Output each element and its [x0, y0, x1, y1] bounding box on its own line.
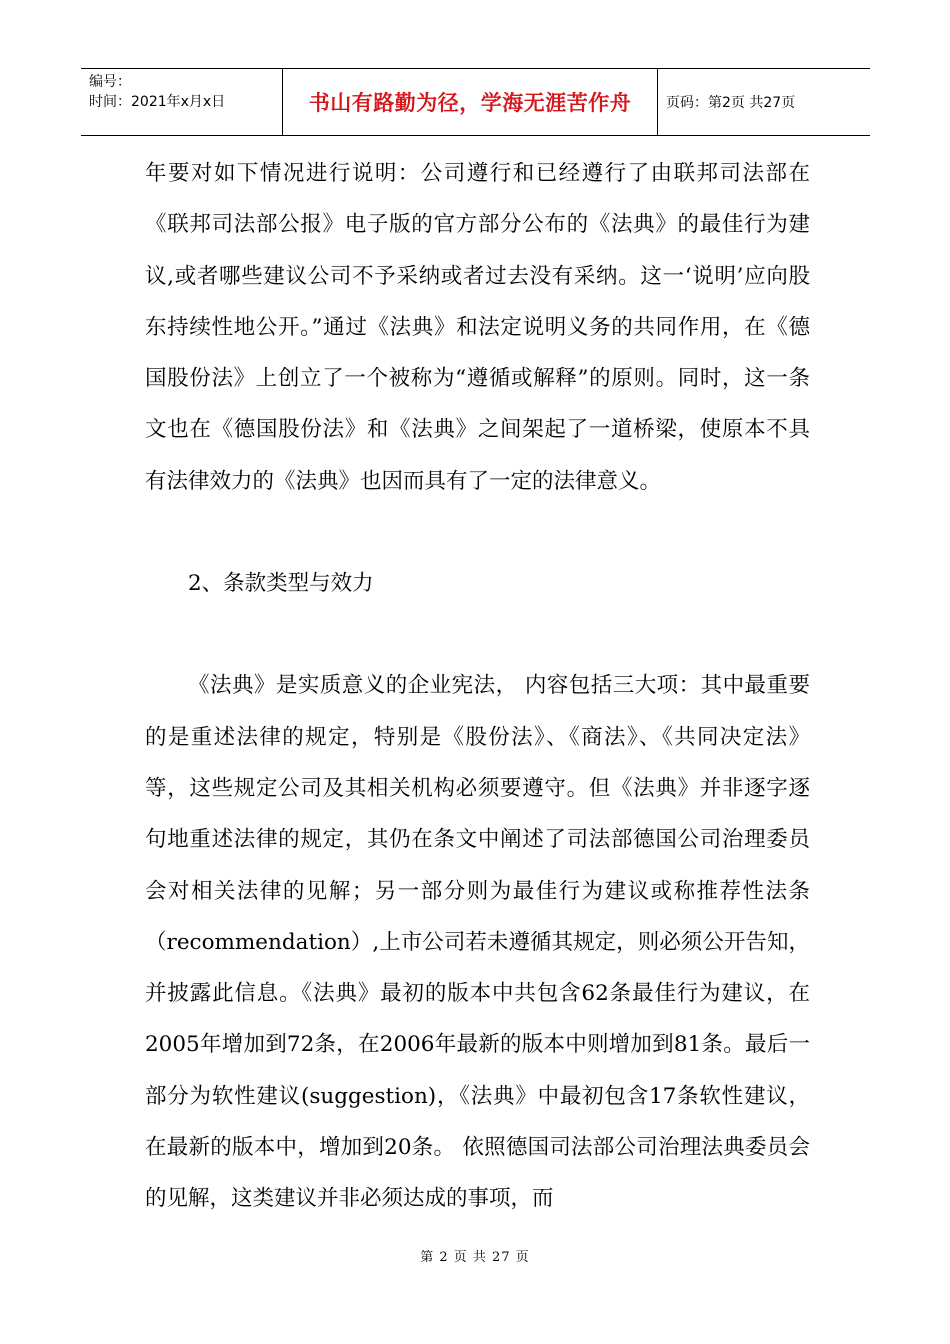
header-page-info: 页码：第2页 共27页: [666, 95, 796, 111]
section-heading: 2、条款类型与效力: [188, 571, 374, 597]
paragraph: 年要对如下情况进行说明：公司遵行和已经遵行了由联邦司法部在《联邦司法部公报》电子版的官方部分公布的《法典》的最佳行为建议,或者哪些建议公司不予采纳或者过去没有采纳。这一‘说明’应向股东持续性地公开。”通过《法典》和法定说明义务的共同作用，在《德国股份法》上创立了一个被称为“遵循或解释”的原则。同时，这一条文也在《德国股份法》和《法典》之间架起了一道桥梁，使原本不具有法律效力的《法典》也因而具有了一定的法律意义。: [145, 161, 810, 494]
time-label: 时间：2021年x月x日: [89, 94, 226, 110]
paragraph: 《法典》是实质意义的企业宪法， 内容包括三大项：其中最重要的是重述法律的规定，特别是《股份法》、《商法》、《共同决定法》等，这些规定公司及其相关机构必须要遵守。但《法典》并非逐字逐句地重述法律的规定，其仍在条文中阐述了司法部德国公司治理委员会对相关法律的见解；另一部分则为最佳行为建议或称推荐性法条（recommendation）,上市公司若未遵循其规定，则必须公开告知，并披露此信息。《法典》最初的版本中共包含62条最佳行为建议，在2005年增加到72条，在2006年最新的版本中则增加到81条。最后一部分为软性建议(suggestion)，《法典》中最初包含17条软性建议，在最新的版本中，增加到20条。 依照德国司法部公司治理法典委员会的见解，这类建议并非必须达成的事项，而: [145, 673, 810, 1212]
document-body: [145, 148, 810, 1225]
header-table: [81, 68, 870, 136]
header-meta: [81, 69, 283, 135]
code-label: 编号：: [89, 74, 131, 90]
spacer: [145, 507, 810, 558]
header-motto: 书山有路勤为径，学海无涯苦作舟: [283, 69, 658, 135]
page-footer: 第 2 页 共 27 页: [420, 1250, 530, 1265]
spacer: [145, 609, 810, 660]
